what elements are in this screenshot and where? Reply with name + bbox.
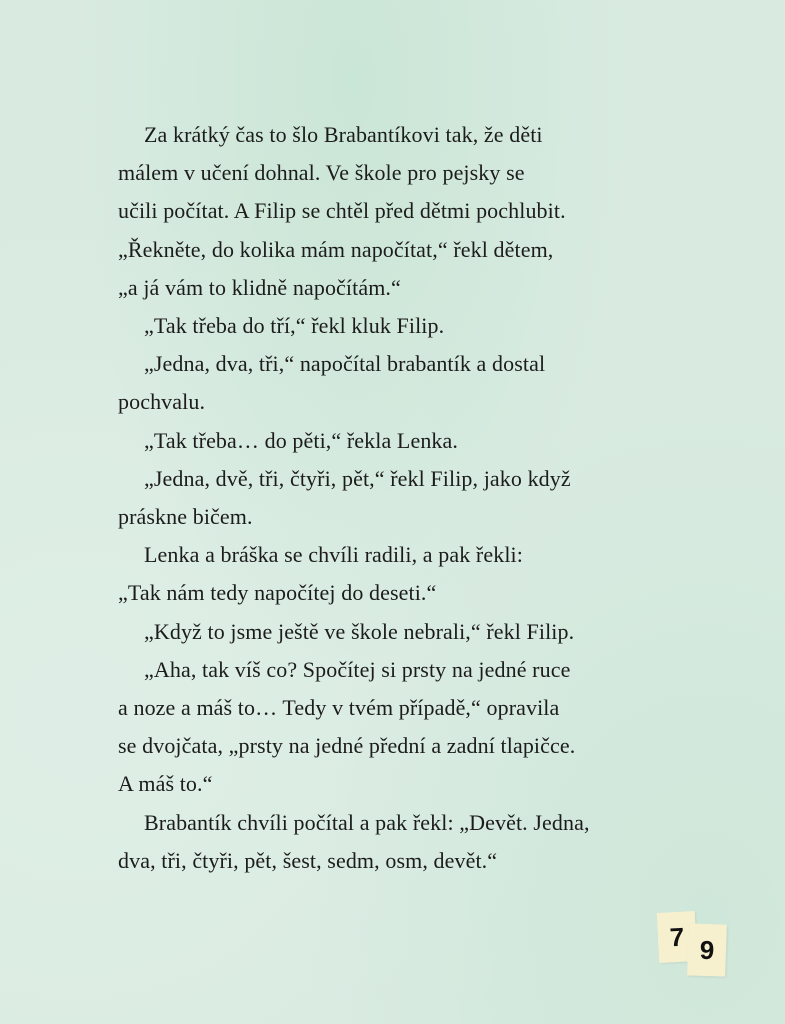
text-line: Lenka a bráška se chvíli radili, a pak řekli: xyxy=(144,542,523,568)
text-line: a noze a máš to… Tedy v tvém případě,“ opravila xyxy=(118,695,560,721)
text-line: A máš to.“ xyxy=(118,771,213,797)
text-line: „Aha, tak víš co? Spočítej si prsty na jedné ruce xyxy=(144,656,571,682)
text-line: „Když to jsme ještě ve škole nebrali,“ řekl Filip. xyxy=(144,618,575,644)
text-line: práskne bičem. xyxy=(118,504,253,530)
text-line: „Tak třeba do tří,“ řekl kluk Filip. xyxy=(144,313,445,339)
text-line: „Tak nám tedy napočítej do deseti.“ xyxy=(118,580,437,606)
text-line: dva, tři, čtyři, pět, šest, sedm, osm, devět.“ xyxy=(118,847,498,873)
text-line: pochvalu. xyxy=(118,389,206,415)
text-line: „Tak třeba… do pěti,“ řekla Lenka. xyxy=(144,427,458,453)
page-number-digit: 9 xyxy=(687,923,727,976)
text-line: „Jedna, dvě, tři, čtyři, pět,“ řekl Filip, jako když xyxy=(144,465,571,491)
page-number-digit: 7 xyxy=(657,911,698,963)
page-number xyxy=(652,912,732,982)
text-line: Brabantík chvíli počítal a pak řekl: „Devět. Jedna, xyxy=(144,809,590,835)
text-line: „Řekněte, do kolika mám napočítat,“ řekl dětem, xyxy=(118,236,554,262)
text-line: učili počítat. A Filip se chtěl před dětmi pochlubit. xyxy=(118,198,566,224)
text-line: málem v učení dohnal. Ve škole pro pejsky se xyxy=(118,160,525,186)
text-line: „a já vám to klidně napočítám.“ xyxy=(118,274,401,300)
text-line: se dvojčata, „prsty na jedné přední a zadní tlapičce. xyxy=(118,733,576,759)
text-line: „Jedna, dva, tři,“ napočítal brabantík a dostal xyxy=(144,351,546,377)
story-text xyxy=(118,116,698,880)
text-line: Za krátký čas to šlo Brabantíkovi tak, že děti xyxy=(144,122,543,147)
